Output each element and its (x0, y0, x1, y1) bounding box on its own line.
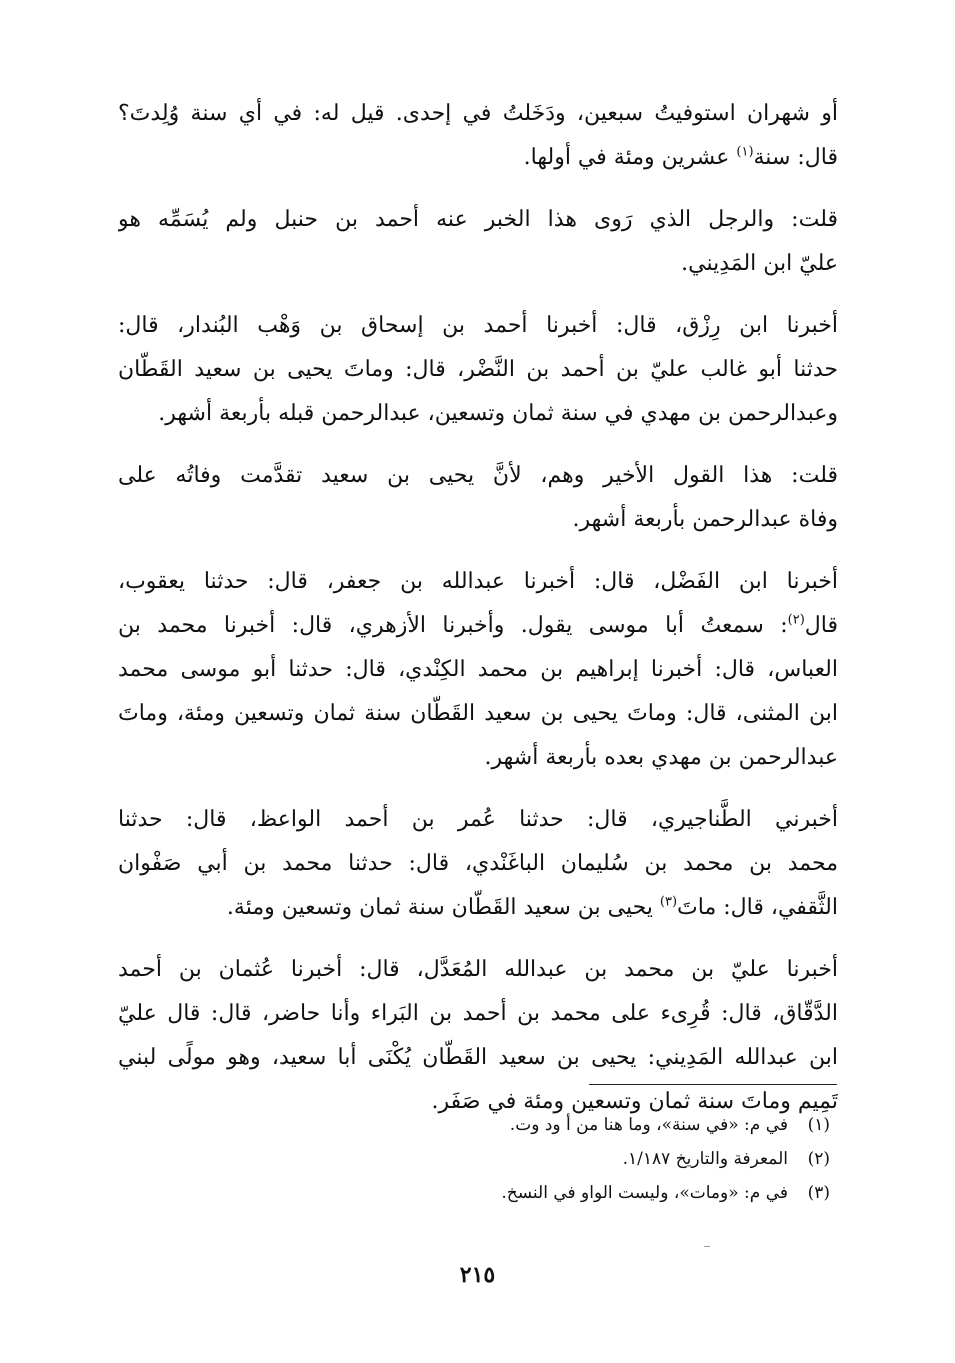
scan-mark (704, 1246, 710, 1247)
footnote-reference: (٢) (787, 612, 805, 628)
footnote (300, 1176, 830, 1210)
text-line (118, 604, 838, 648)
body-text (118, 92, 838, 1142)
line-text: قال: سنة (753, 145, 838, 170)
footnote-number: (١) (807, 1115, 830, 1135)
line-text: الثَّقفي، قال: ماتَ (677, 895, 838, 920)
footnote-reference: (١) (736, 144, 754, 160)
text-line: أخبرني الطَّناجيري، قال: حدثنا عُمر بن أحمد الواعظ، قال: حدثنا (118, 807, 838, 832)
text-line: أخبرنا عليّ بن محمد بن عبدالله المُعَدَّل، قال: أخبرنا عُثمان بن أحمد (118, 957, 838, 982)
text-line: محمد بن محمد بن سُليمان الباغَنْدي، قال: حدثنا محمد بن أبي صَفْوان (118, 851, 838, 876)
text-line: قلت: هذا القول الأخير وهم، لأنَّ يحيى بن سعيد تقدَّمت وفاتُه على (118, 463, 838, 488)
footnotes (300, 1108, 830, 1210)
paragraph (118, 948, 838, 1124)
text-line: تَمِيم وماتَ سنة ثمان وتسعين ومئة في صَفَر. (431, 1089, 838, 1114)
footnote (300, 1142, 830, 1176)
paragraph (118, 560, 838, 780)
text-line: أخبرنا ابن رِزْق، قال: أخبرنا أحمد بن إسحاق بن وَهْب البُندار، قال: (118, 313, 838, 338)
text-line: عبدالرحمن بن مهدي بعده بأربعة أشهر. (484, 745, 838, 770)
footnote-text: المعرفة والتاريخ ١/١٨٧. (622, 1149, 788, 1169)
paragraph (118, 304, 838, 436)
paragraph (118, 454, 838, 542)
text-line: الدَّقّاق، قال: قُرِىء على محمد بن أحمد بن البَراء وأنا حاضر، قال: قال عليّ (118, 1001, 838, 1026)
text-line: ابن عبدالله المَدِيني: يحيى بن سعيد القَطّان يُكْنَى أبا سعيد، وهو مولًى لبني (118, 1045, 838, 1070)
text-line: حدثنا أبو غالب عليّ بن أحمد بن النَّضْر، قال: وماتَ يحيى بن سعيد القَطّان (118, 357, 838, 382)
paragraph (118, 198, 838, 286)
page-number: ٢١٥ (459, 1262, 496, 1288)
text-line: ابن المثنى، قال: وماتَ يحيى بن سعيد القَطّان سنة ثمان وتسعين ومئة، وماتَ (118, 701, 838, 726)
footnote-text: في م: «في سنة»، وما هنا من أ ود وت. (509, 1115, 788, 1135)
text-line: أو شهران استوفيتُ سبعين، ودَخَلتُ في إحدى. قيل له: في أي سنة وُلِدتَ؟ (118, 101, 838, 126)
footnote-separator (589, 1084, 837, 1085)
text-line (118, 136, 838, 180)
line-text: عشرين ومئة في أولها. (523, 145, 737, 170)
footnote-number: (٣) (807, 1183, 830, 1203)
footnote-number: (٢) (807, 1149, 830, 1169)
paragraph (118, 92, 838, 180)
footnote-text: في م: «ومات»، وليست الواو في النسخ. (501, 1183, 788, 1203)
line-text: : سمعتُ أبا موسى يقول. وأخبرنا الأزهري، قال: أخبرنا محمد بن (118, 613, 788, 638)
footnote-reference: (٣) (659, 894, 678, 910)
line-text: قال (804, 613, 838, 638)
text-line: وعبدالرحمن بن مهدي في سنة ثمان وتسعين، عبدالرحمن قبله بأربعة أشهر. (158, 401, 838, 426)
line-text: يحيى بن سعيد القَطّان سنة ثمان وتسعين ومئة. (226, 895, 660, 920)
text-line: أخبرنا ابن الفَضْل، قال: أخبرنا عبدالله بن جعفر، قال: حدثنا يعقوب، (118, 569, 838, 594)
text-line: العباس، قال: أخبرنا إبراهيم بن محمد الكِنْدي، قال: حدثنا أبو موسى محمد (118, 657, 838, 682)
text-line: وفاة عبدالرحمن بأربعة أشهر. (572, 507, 838, 532)
text-line: قلت: والرجل الذي رَوى هذا الخبر عنه أحمد بن حنبل ولم يُسَمِّه هو (118, 207, 838, 232)
footnote (300, 1108, 830, 1142)
text-line (118, 886, 838, 930)
text-line: عليّ ابن المَدِيني. (681, 251, 838, 276)
paragraph (118, 798, 838, 930)
